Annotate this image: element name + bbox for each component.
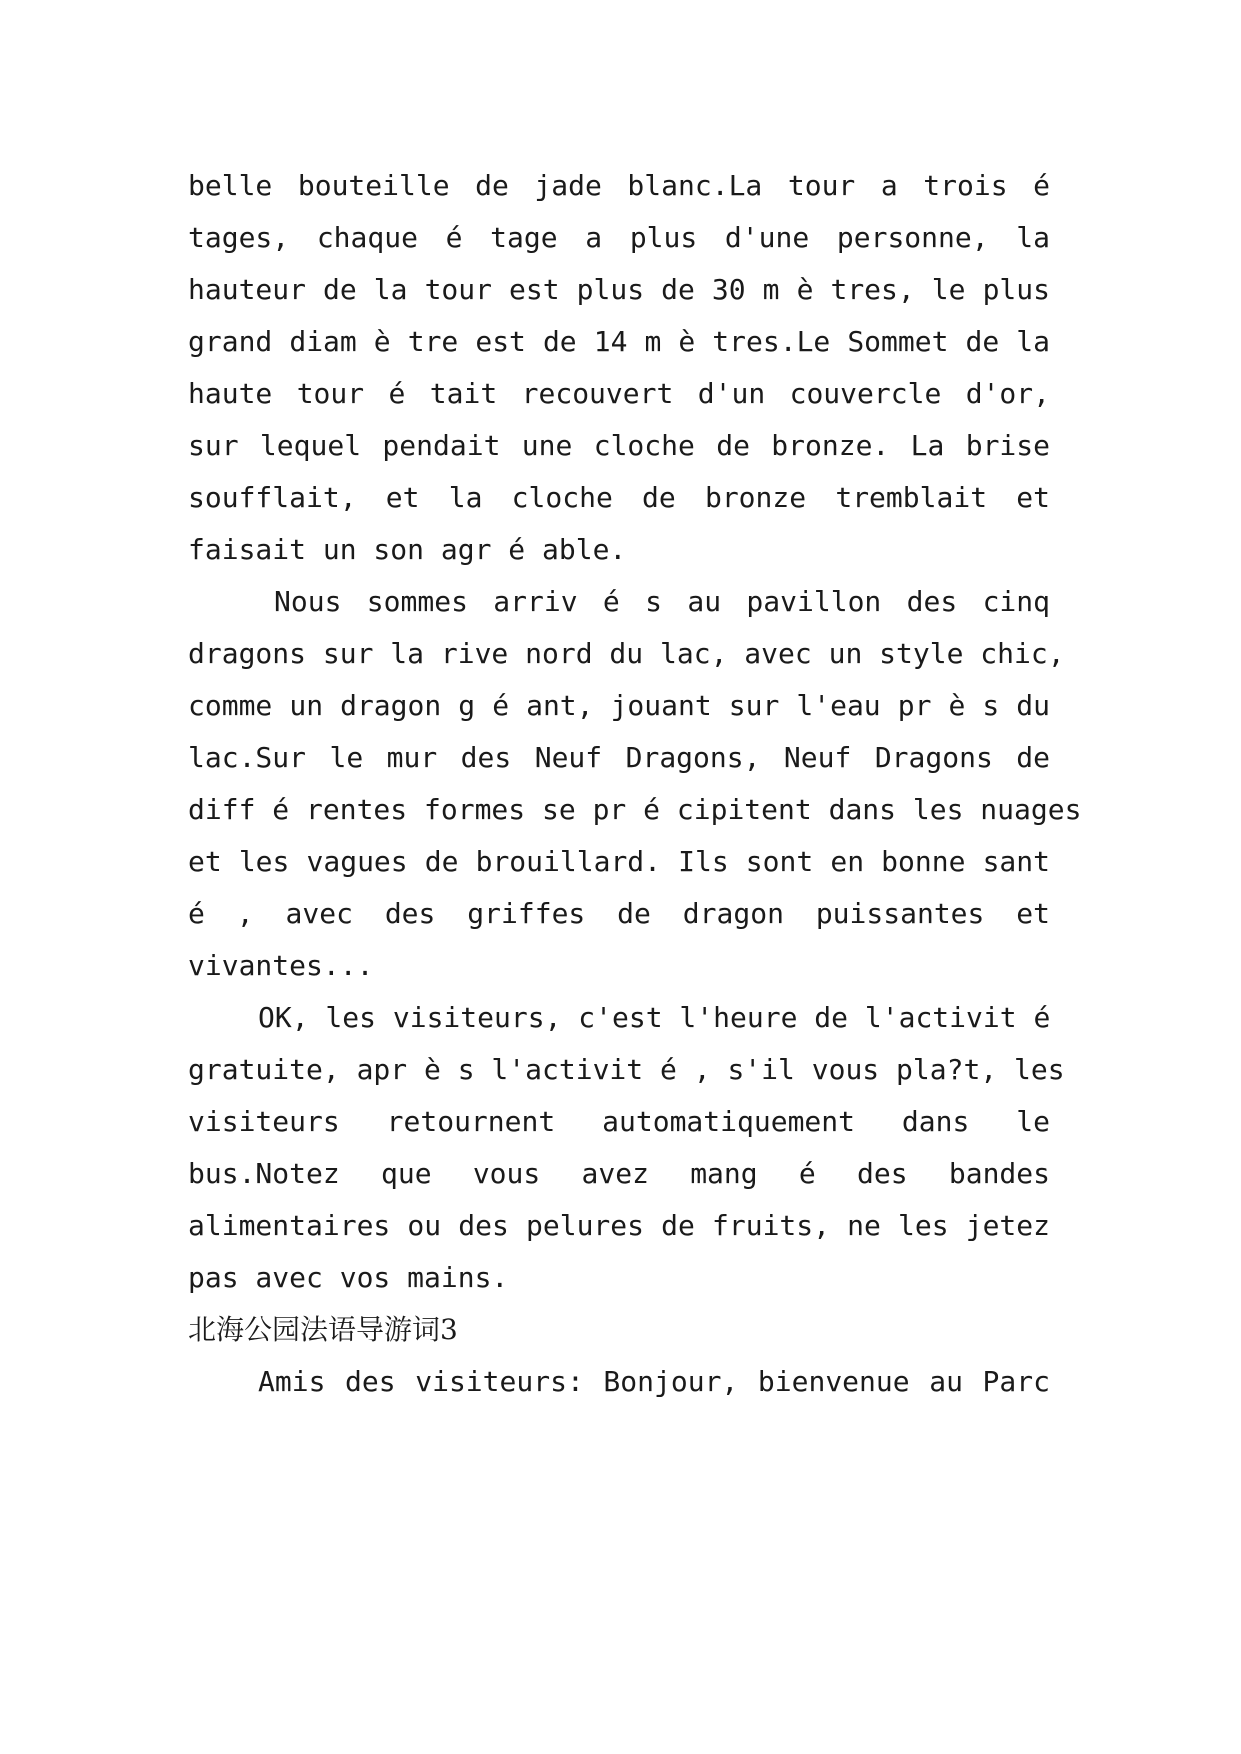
text-line: tages, chaque é tage a plus d'une personne, la: [188, 221, 1050, 254]
text-line: lac.Sur le mur des Neuf Dragons, Neuf Dragons de: [188, 741, 1050, 774]
paragraph-first-line: OK, les visiteurs, c'est l'heure de l'activit é: [258, 1001, 1051, 1034]
text-line: é , avec des griffes de dragon puissantes et: [188, 897, 1050, 930]
text-line: hauteur de la tour est plus de 30 m è tres, le plus: [188, 273, 1050, 306]
section-heading: 北海公园法语导游词3: [188, 1313, 458, 1346]
text-line: gratuite, apr è s l'activit é , s'il vous pla?t, les: [188, 1053, 1065, 1086]
text-line: dragons sur la rive nord du lac, avec un style chic,: [188, 637, 1065, 670]
text-line: faisait un son agr é able.: [188, 533, 627, 566]
text-line: et les vagues de brouillard. Ils sont en bonne sant: [188, 845, 1050, 878]
text-line: haute tour é tait recouvert d'un couvercle d'or,: [188, 377, 1050, 410]
text-line: alimentaires ou des pelures de fruits, ne les jetez: [188, 1209, 1050, 1242]
text-line: soufflait, et la cloche de bronze tremblait et: [188, 481, 1050, 514]
text-line: diff é rentes formes se pr é cipitent dans les nuages: [188, 793, 1082, 826]
paragraph-first-line: Amis des visiteurs: Bonjour, bienvenue au Parc: [258, 1365, 1050, 1398]
text-line: vivantes...: [188, 949, 374, 982]
text-line: visiteurs retournent automatiquement dans le: [188, 1105, 1050, 1138]
text-line: belle bouteille de jade blanc.La tour a trois é: [188, 169, 1050, 202]
paragraph-first-line: Nous sommes arriv é s au pavillon des cinq: [274, 585, 1050, 618]
text-line: pas avec vos mains.: [188, 1261, 509, 1294]
text-line: grand diam è tre est de 14 m è tres.Le Sommet de la: [188, 325, 1050, 358]
text-line: sur lequel pendait une cloche de bronze. La brise: [188, 429, 1050, 462]
text-line: bus.Notez que vous avez mang é des bandes: [188, 1157, 1050, 1190]
text-line: comme un dragon g é ant, jouant sur l'eau pr è s du: [188, 689, 1050, 722]
